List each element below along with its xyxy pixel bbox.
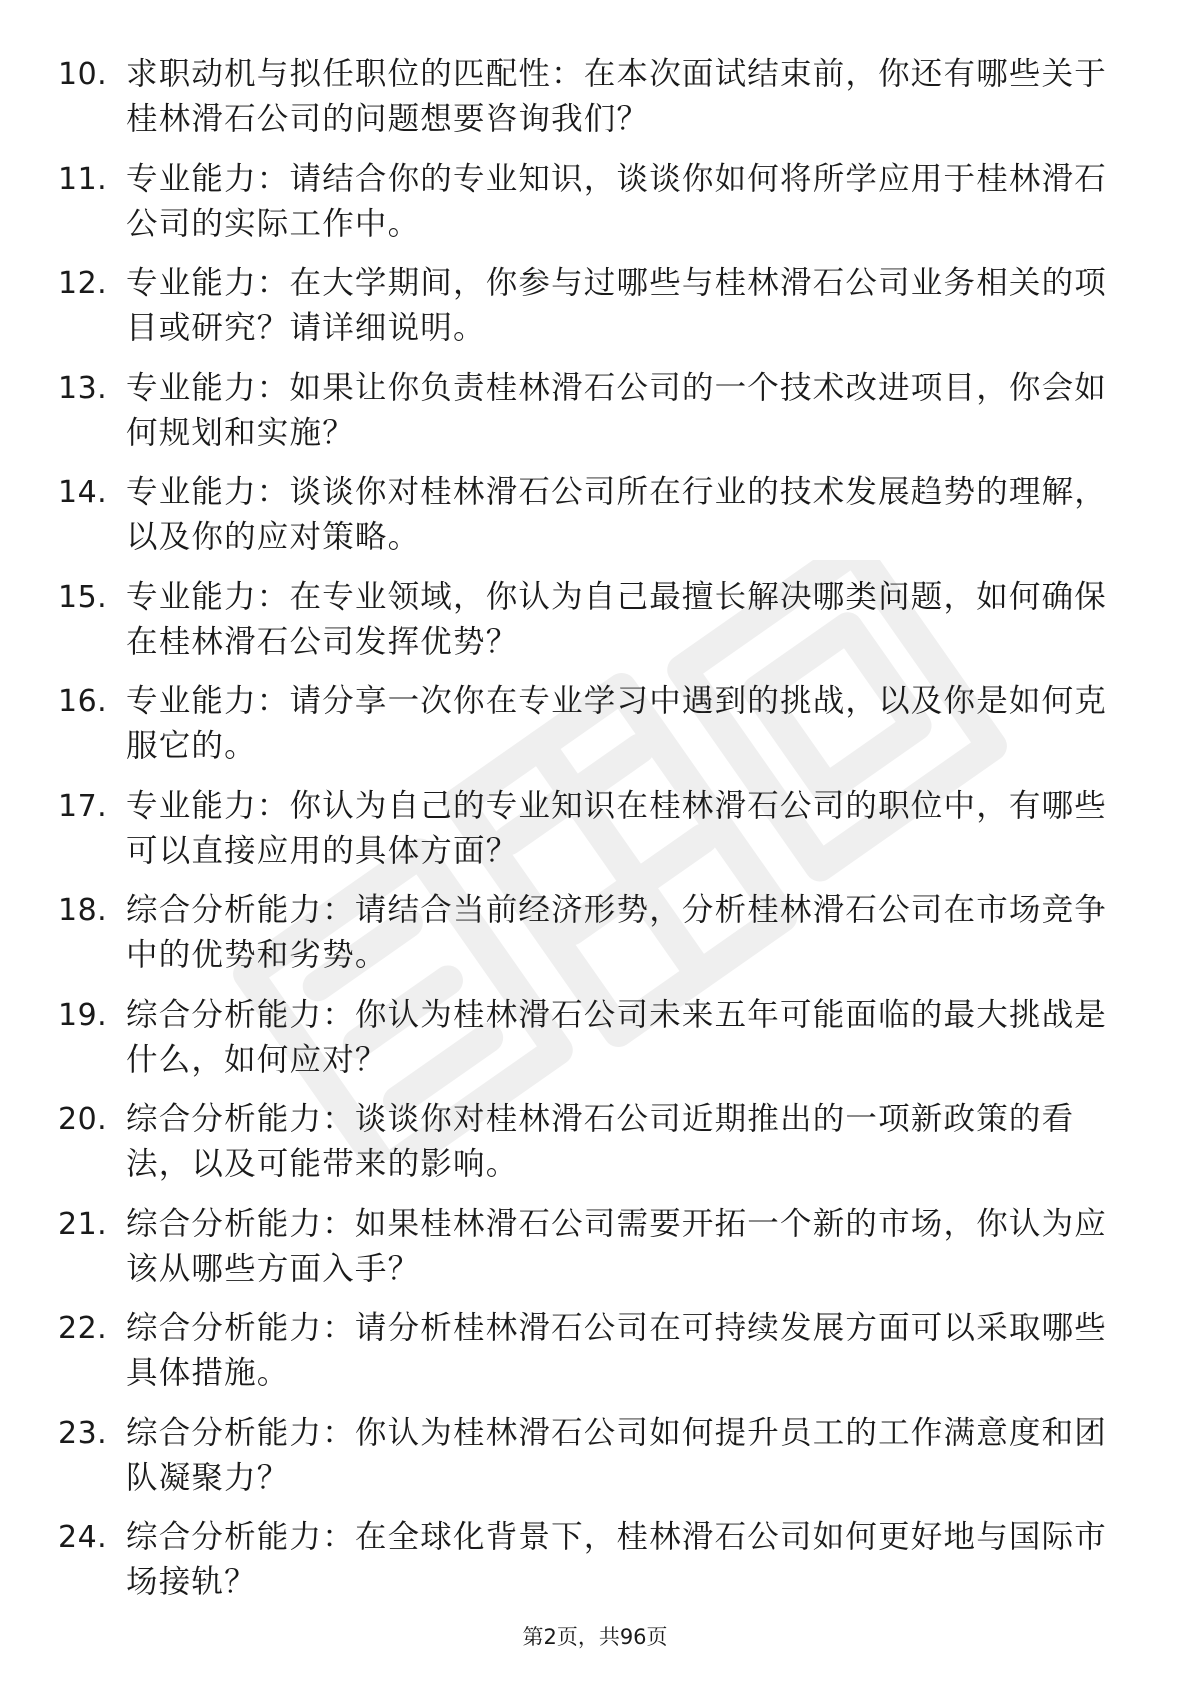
list-item bbox=[0, 1411, 1190, 1516]
question-number: 13. bbox=[58, 370, 108, 406]
question-number: 15. bbox=[58, 579, 108, 615]
question-number: 17. bbox=[58, 788, 108, 824]
question-text: 求职动机与拟任职位的匹配性：在本次面试结束前，你还有哪些关于桂林滑石公司的问题想要咨询我们？ bbox=[126, 56, 1108, 137]
question-number: 24. bbox=[58, 1520, 108, 1555]
question-number: 21. bbox=[58, 1206, 108, 1242]
question-text: 专业能力：请分享一次你在专业学习中遇到的挑战，以及你是如何克服它的。 bbox=[126, 683, 1108, 764]
question-number: 10. bbox=[58, 57, 108, 92]
question-text: 综合分析能力：如果桂林滑石公司需要开拓一个新的市场，你认为应该从哪些方面入手？ bbox=[126, 1205, 1108, 1287]
question-text: 综合分析能力：请结合当前经济形势，分析桂林滑石公司在市场竞争中的优势和劣势。 bbox=[126, 892, 1108, 973]
question-list bbox=[0, 52, 1190, 1620]
question-number: 19. bbox=[58, 997, 108, 1033]
list-item bbox=[0, 888, 1190, 993]
question-text: 专业能力：如果让你负责桂林滑石公司的一个技术改进项目，你会如何规划和实施？ bbox=[126, 369, 1108, 451]
question-text: 综合分析能力：你认为桂林滑石公司如何提升员工的工作满意度和团队凝聚力？ bbox=[126, 1414, 1108, 1496]
list-item bbox=[0, 1202, 1190, 1307]
list-item bbox=[0, 784, 1190, 889]
question-number: 12. bbox=[58, 266, 108, 301]
question-number: 20. bbox=[58, 1102, 108, 1137]
question-text: 专业能力：在大学期间，你参与过哪些与桂林滑石公司业务相关的项目或研究？请详细说明。 bbox=[126, 265, 1108, 346]
question-number: 22. bbox=[58, 1311, 108, 1346]
question-number: 14. bbox=[58, 475, 108, 510]
question-text: 综合分析能力：你认为桂林滑石公司未来五年可能面临的最大挑战是什么，如何应对？ bbox=[126, 996, 1108, 1078]
question-number: 18. bbox=[58, 893, 108, 928]
list-item bbox=[0, 1097, 1190, 1202]
list-item bbox=[0, 679, 1190, 784]
question-text: 综合分析能力：在全球化背景下，桂林滑石公司如何更好地与国际市场接轨？ bbox=[126, 1519, 1108, 1600]
page-number: 第2页，共96页 bbox=[522, 1625, 668, 1649]
question-text: 专业能力：谈谈你对桂林滑石公司所在行业的技术发展趋势的理解，以及你的应对策略。 bbox=[126, 474, 1108, 555]
question-text: 综合分析能力：请分析桂林滑石公司在可持续发展方面可以采取哪些具体措施。 bbox=[126, 1310, 1108, 1391]
list-item bbox=[0, 261, 1190, 366]
list-item bbox=[0, 52, 1190, 157]
question-number: 23. bbox=[58, 1415, 108, 1451]
list-item bbox=[0, 157, 1190, 262]
list-item bbox=[0, 1306, 1190, 1411]
list-item bbox=[0, 1515, 1190, 1620]
list-item bbox=[0, 366, 1190, 471]
question-number: 11. bbox=[58, 161, 108, 197]
question-text: 专业能力：请结合你的专业知识，谈谈你如何将所学应用于桂林滑石公司的实际工作中。 bbox=[126, 160, 1108, 242]
question-text: 专业能力：在专业领域，你认为自己最擅长解决哪类问题，如何确保在桂林滑石公司发挥优势？ bbox=[126, 578, 1108, 660]
list-item bbox=[0, 575, 1190, 680]
list-item bbox=[0, 470, 1190, 575]
question-text: 综合分析能力：谈谈你对桂林滑石公司近期推出的一项新政策的看法，以及可能带来的影响。 bbox=[126, 1101, 1075, 1182]
list-item bbox=[0, 993, 1190, 1098]
question-text: 专业能力：你认为自己的专业知识在桂林滑石公司的职位中，有哪些可以直接应用的具体方面？ bbox=[126, 787, 1108, 869]
question-number: 16. bbox=[58, 684, 108, 719]
